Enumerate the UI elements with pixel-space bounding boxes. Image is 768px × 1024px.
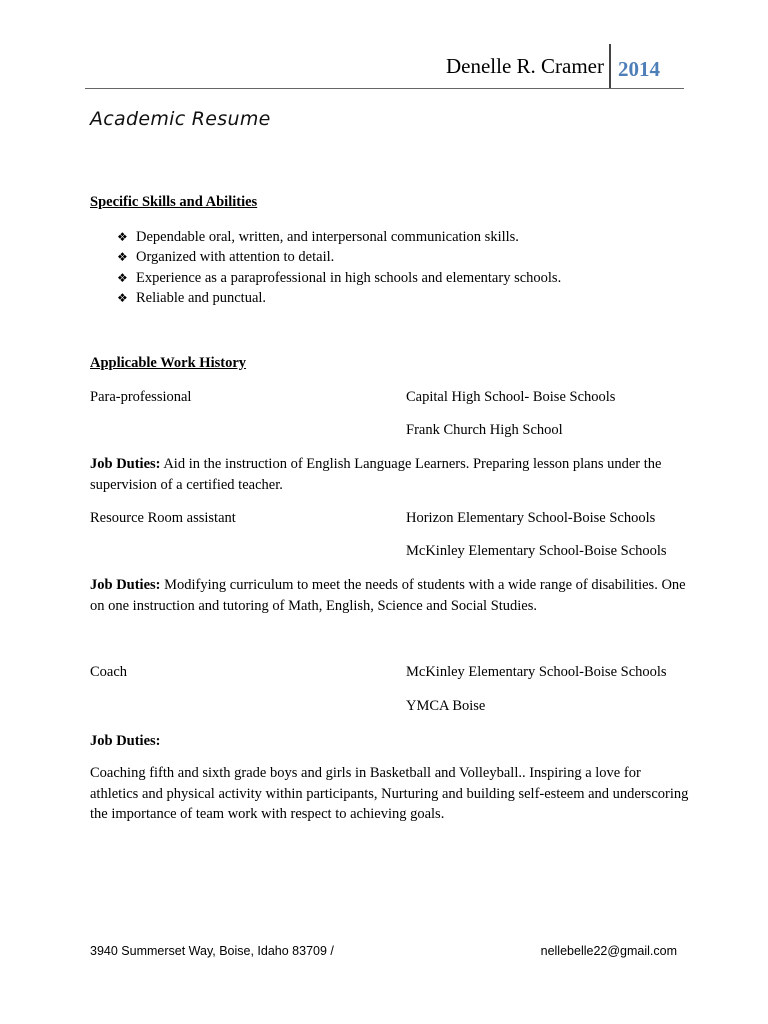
footer-address: 3940 Summerset Way, Boise, Idaho 83709 / — [90, 944, 334, 958]
document-title: Academic Resume — [90, 108, 271, 130]
job-employer: YMCA Boise — [406, 698, 486, 714]
job-employer: McKinley Elementary School-Boise Schools — [406, 543, 667, 559]
job-duties-text: Modifying curriculum to meet the needs of students with a wide range of disabilities. One on one instruction and tutoring of Math, English, Science and Social Studies. — [90, 577, 686, 614]
job-duties-label: Job Duties: — [90, 456, 161, 472]
job-title: Para-professional — [90, 389, 192, 405]
list-item: ❖ Dependable oral, written, and interpersonal communication skills. — [117, 227, 561, 247]
job-duties-label: Job Duties: — [90, 733, 161, 749]
header-year: 2014 — [618, 57, 660, 81]
diamond-bullet-icon: ❖ — [117, 270, 128, 285]
job-employer: Frank Church High School — [406, 422, 563, 438]
header-rule — [85, 88, 684, 89]
list-item: ❖ Organized with attention to detail. — [117, 247, 561, 267]
job-duties-text: Aid in the instruction of English Language Learners. Preparing lesson plans under the supervision of a certified teacher. — [90, 456, 662, 493]
job-duties-label: Job Duties: — [90, 577, 161, 593]
diamond-bullet-icon: ❖ — [117, 250, 128, 265]
diamond-bullet-icon: ❖ — [117, 290, 128, 305]
list-item: ❖ Experience as a paraprofessional in high schools and elementary schools. — [117, 268, 561, 288]
work-history-heading: Applicable Work History — [90, 355, 247, 371]
job-employer: Capital High School- Boise Schools — [406, 389, 616, 405]
job-employer: Horizon Elementary School-Boise Schools — [406, 510, 656, 526]
footer-email: nellebelle22@gmail.com — [540, 944, 677, 958]
job-title: Resource Room assistant — [90, 510, 236, 526]
header-divider — [609, 44, 611, 89]
job-duties-text: Coaching fifth and sixth grade boys and girls in Basketball and Volleyball.. Inspiring a love for athletics and physical activity within participants, Nurturing and building self-esteem and underscoring the importance of team work with respect to achieving goals. — [90, 765, 689, 822]
skills-heading: Specific Skills and Abilities — [90, 194, 258, 210]
diamond-bullet-icon: ❖ — [117, 230, 128, 244]
job-title: Coach — [90, 664, 128, 680]
job-duties — [90, 454, 690, 495]
job-employer: McKinley Elementary School-Boise Schools — [406, 664, 667, 680]
list-item: ❖ Reliable and punctual. — [117, 288, 561, 308]
job-duties — [90, 575, 690, 616]
header-name: Denelle R. Cramer — [445, 54, 604, 78]
skills-list — [117, 227, 561, 308]
